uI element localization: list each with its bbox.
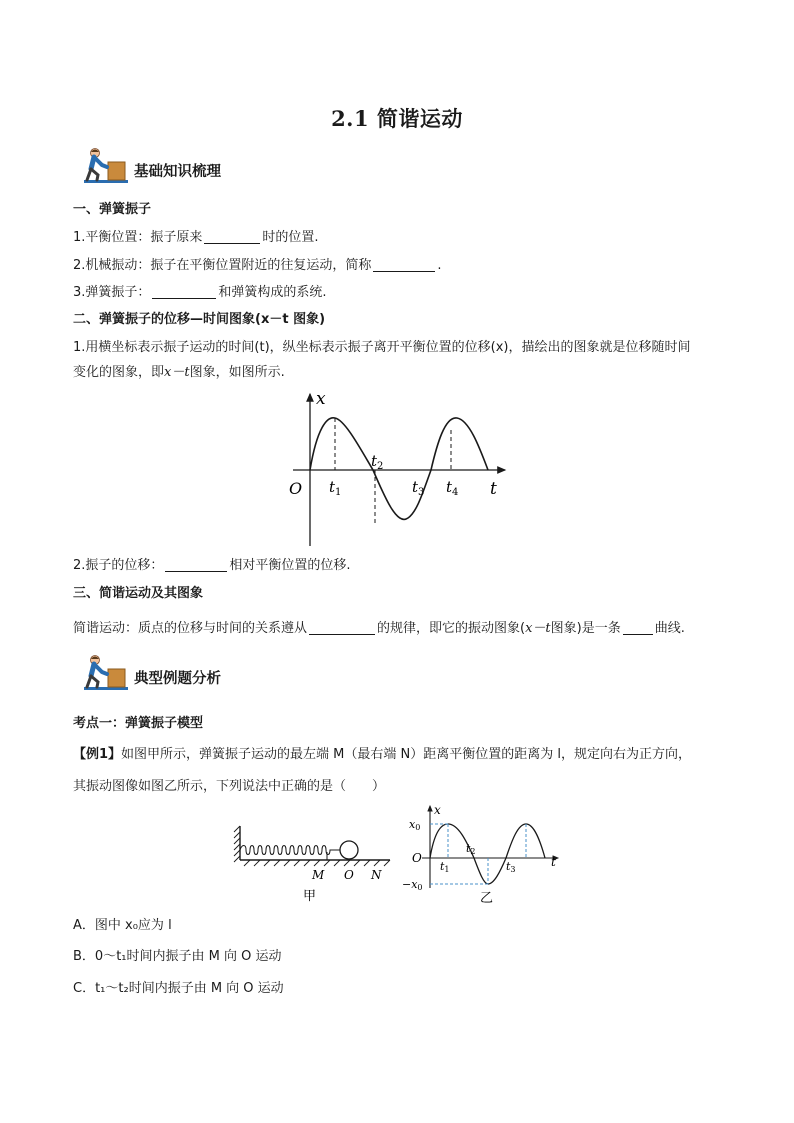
x-axis-label: x: [316, 389, 326, 409]
heading-spring-oscillator: 一、弹簧振子: [73, 202, 152, 217]
t3-label: t3: [506, 860, 516, 874]
oscillator-ball: [340, 841, 358, 859]
heading-displacement-graph: 二、弹簧振子的位移—时间图象(x－t 图象): [73, 312, 326, 327]
spring-oscillator-figure: [230, 822, 395, 904]
caption-jia: 甲: [303, 889, 317, 904]
t4-label: $t_4$: [446, 478, 459, 498]
item-equilibrium: 1.平衡位置：振子原来 时的位置.: [73, 230, 319, 245]
sine-curve: [310, 418, 488, 520]
person-pushing-box-icon: [82, 654, 130, 692]
t1-label: $t_1$: [329, 478, 342, 498]
label-N: N: [371, 868, 382, 882]
option-a: A．图中 x₀应为 l: [73, 918, 172, 933]
fill-blank: [165, 557, 227, 572]
xt-graph: [285, 388, 515, 548]
fill-blank: [204, 229, 260, 244]
section-header-examples: [82, 654, 342, 694]
heading-shm: 三、简谐运动及其图象: [73, 586, 204, 601]
page-title: 2.1 简谐运动: [331, 106, 463, 131]
neg-x0-label: −x0: [402, 878, 423, 892]
t-axis-label: t: [490, 479, 497, 499]
option-c: C．t₁～t₂时间内振子由 M 向 O 运动: [73, 981, 284, 996]
t2-label: $t_2$: [371, 452, 384, 472]
x0-label: x0: [409, 818, 421, 832]
fill-blank: [309, 620, 375, 635]
label-O: O: [344, 868, 354, 882]
t-label: t: [551, 855, 556, 869]
item-spring-oscillator-def: 3.弹簧振子： 和弹簧构成的系统.: [73, 285, 327, 300]
graph-description-line2: 变化的图象，即x－t图象，如图所示.: [73, 365, 285, 380]
fill-blank: [373, 257, 435, 272]
t2-label: t2: [466, 842, 476, 856]
x-label: x: [434, 803, 441, 817]
item-oscillator-displacement: 2.振子的位移： 相对平衡位置的位移.: [73, 558, 351, 573]
section-title: 基础知识梳理: [134, 164, 221, 180]
section-title: 典型例题分析: [134, 671, 221, 687]
graph-description-line1: 1.用横坐标表示振子运动的时间(t)，纵坐标表示振子离开平衡位置的位移(x)，描绘出的图象就是位移随时间: [73, 340, 691, 355]
fill-blank: [152, 284, 216, 299]
origin-label: O: [412, 851, 422, 865]
origin-label: O: [289, 479, 303, 498]
example-line2: 其振动图像如图乙所示，下列说法中正确的是（ ）: [73, 779, 386, 794]
item-mechanical-vibration: 2.机械振动：振子在平衡位置附近的往复运动，简称 .: [73, 258, 442, 273]
vibration-graph: [400, 800, 565, 910]
spring: [240, 846, 340, 855]
example-line1: 【例1】如图甲所示，弹簧振子运动的最左端 M（最右端 N）距离平衡位置的距离为 l，规定向右为正方向，: [73, 747, 691, 762]
shm-definition: 简谐运动：质点的位移与时间的关系遵从 的规律，即它的振动图象(x－t图象)是一条 曲线.: [73, 621, 685, 636]
label-M: M: [312, 868, 325, 882]
t1-label: t1: [440, 860, 450, 874]
person-pushing-box-icon: [82, 147, 130, 185]
caption-yi: 乙: [480, 891, 494, 906]
t3-label: $t_3$: [412, 478, 425, 498]
fill-blank: [623, 620, 653, 635]
topic-heading: 考点一：弹簧振子模型: [73, 716, 204, 731]
section-header-basics: [82, 147, 342, 187]
option-b: B．0～t₁时间内振子由 M 向 O 运动: [73, 949, 282, 964]
